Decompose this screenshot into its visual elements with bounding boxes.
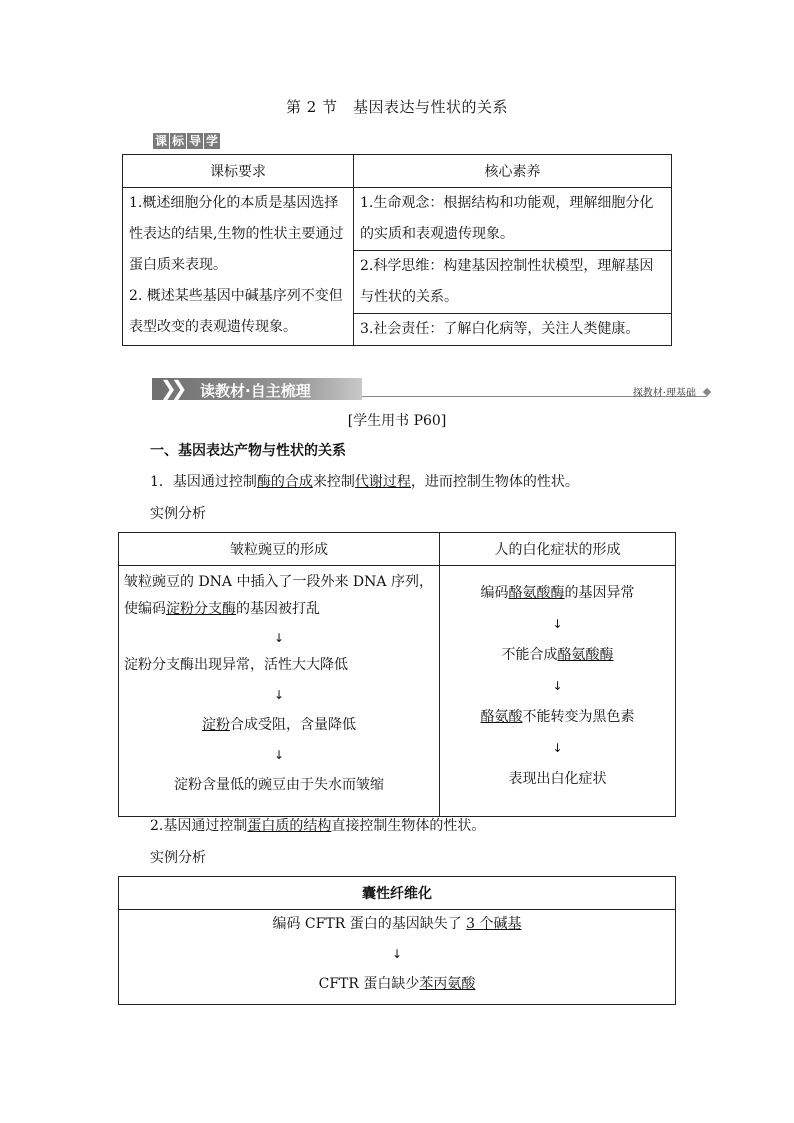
header-requirements: 课标要求 <box>123 155 354 188</box>
text: 的基因异常 <box>564 585 635 601</box>
text: 1．基因通过控制 <box>150 474 257 490</box>
text: 不能转变为黑色素 <box>522 709 635 725</box>
step: 表现出白化症状 <box>508 771 607 787</box>
down-arrow-icon: ↓ <box>391 947 403 961</box>
text: 直接控制生物体的性状。 <box>331 818 486 834</box>
step <box>120 913 674 935</box>
literacy-item: 3.社会责任：了解白化病等，关注人类健康。 <box>354 314 672 346</box>
header-wrinkled-pea: 皱粒豌豆的形成 <box>119 533 440 566</box>
text: 编码 CFTR 蛋白的基因缺失了 <box>272 916 467 932</box>
banner-right-text: 探教材·理基础 <box>632 388 696 399</box>
tag-char: 学 <box>206 134 219 148</box>
underlined-term: 酪氨酸酶 <box>557 647 614 663</box>
header-literacy: 核心素养 <box>354 155 672 188</box>
banner-label: 读教材·自主梳理 <box>200 382 311 400</box>
example-label: 实例分析 <box>150 850 206 866</box>
step: 淀粉含量低的豌豆由于失水而皱缩 <box>174 777 384 793</box>
step <box>441 581 674 605</box>
underlined-term: 酶的合成 <box>256 474 313 490</box>
underlined-term: 苯丙氨酸 <box>419 976 476 992</box>
diamond-icon <box>703 388 711 396</box>
cystic-fibrosis-table <box>118 876 676 1005</box>
text: 编码 <box>480 585 509 601</box>
double-chevron-icon: ❯❯ <box>160 376 182 400</box>
heading-1: 一、基因表达产物与性状的关系 <box>150 443 346 459</box>
point-1 <box>150 471 579 491</box>
text: ，进而控制生物体的性状。 <box>410 474 579 490</box>
underlined-term: 淀粉 <box>202 717 230 733</box>
down-arrow-icon: ↓ <box>273 688 285 702</box>
standards-table <box>122 154 672 346</box>
underlined-term: 酪氨酸酶 <box>508 585 565 601</box>
albinism-cell <box>440 566 676 817</box>
step <box>441 705 674 729</box>
requirement-item: 1.概述细胞分化的本质是基因选择性表达的结果,生物的性状主要通过蛋白质来表现。 <box>129 195 344 273</box>
text: 2.基因通过控制 <box>150 818 248 834</box>
cystic-fibrosis-cell <box>119 910 676 1005</box>
text: 的基因被打乱 <box>236 601 320 617</box>
text: 合成受阻，含量降低 <box>230 717 356 733</box>
literacy-item: 1.生命观念：根据结构和功能观，理解细胞分化的实质和表观遗传现象。 <box>354 188 672 251</box>
step <box>120 713 438 737</box>
page-reference: [学生用书 P60] <box>347 413 447 429</box>
example-table <box>118 532 676 817</box>
down-arrow-icon: ↓ <box>552 679 563 693</box>
step: 淀粉分支酶出现异常，活性大大降低 <box>124 657 348 673</box>
underlined-term: 蛋白质的结构 <box>247 818 332 834</box>
requirements-cell <box>123 188 354 346</box>
header-albinism: 人的白化症状的形成 <box>440 533 676 566</box>
section-title: 第 2 节 基因表达与性状的关系 <box>285 98 509 116</box>
down-arrow-icon: ↓ <box>552 617 563 631</box>
wrinkled-pea-cell <box>119 566 440 817</box>
underlined-term: 淀粉分支酶 <box>166 601 236 617</box>
tag-char: 导 <box>189 134 202 148</box>
text: 皱粒豌豆的 DNA 中插入了一段外来 DNA 序列，使编码 <box>124 574 433 617</box>
underlined-term: 代谢过程 <box>354 474 411 490</box>
tag-char: 标 <box>172 134 185 148</box>
down-arrow-icon: ↓ <box>273 748 285 762</box>
section-banner <box>152 374 712 404</box>
down-arrow-icon: ↓ <box>273 631 285 645</box>
course-guide-tag <box>153 130 221 149</box>
text: 来控制 <box>312 474 355 490</box>
header-cystic-fibrosis: 囊性纤维化 <box>119 877 676 910</box>
underlined-term: 酪氨酸 <box>480 709 523 725</box>
down-arrow-icon: ↓ <box>552 741 563 755</box>
step <box>120 567 438 623</box>
tag-char: 课 <box>155 134 168 148</box>
underlined-term: 3 个碱基 <box>466 916 522 932</box>
step <box>120 973 674 995</box>
text: 不能合成 <box>501 647 558 663</box>
requirement-item: 2. 概述某些基因中碱基序列不变但表型改变的表观遗传现象。 <box>129 288 343 335</box>
literacy-item: 2.科学思维：构建基因控制性状模型，理解基因与性状的关系。 <box>354 251 672 314</box>
point-2 <box>150 815 485 835</box>
text: CFTR 蛋白缺少 <box>318 976 420 992</box>
step <box>441 643 674 667</box>
example-label: 实例分析 <box>150 506 206 522</box>
